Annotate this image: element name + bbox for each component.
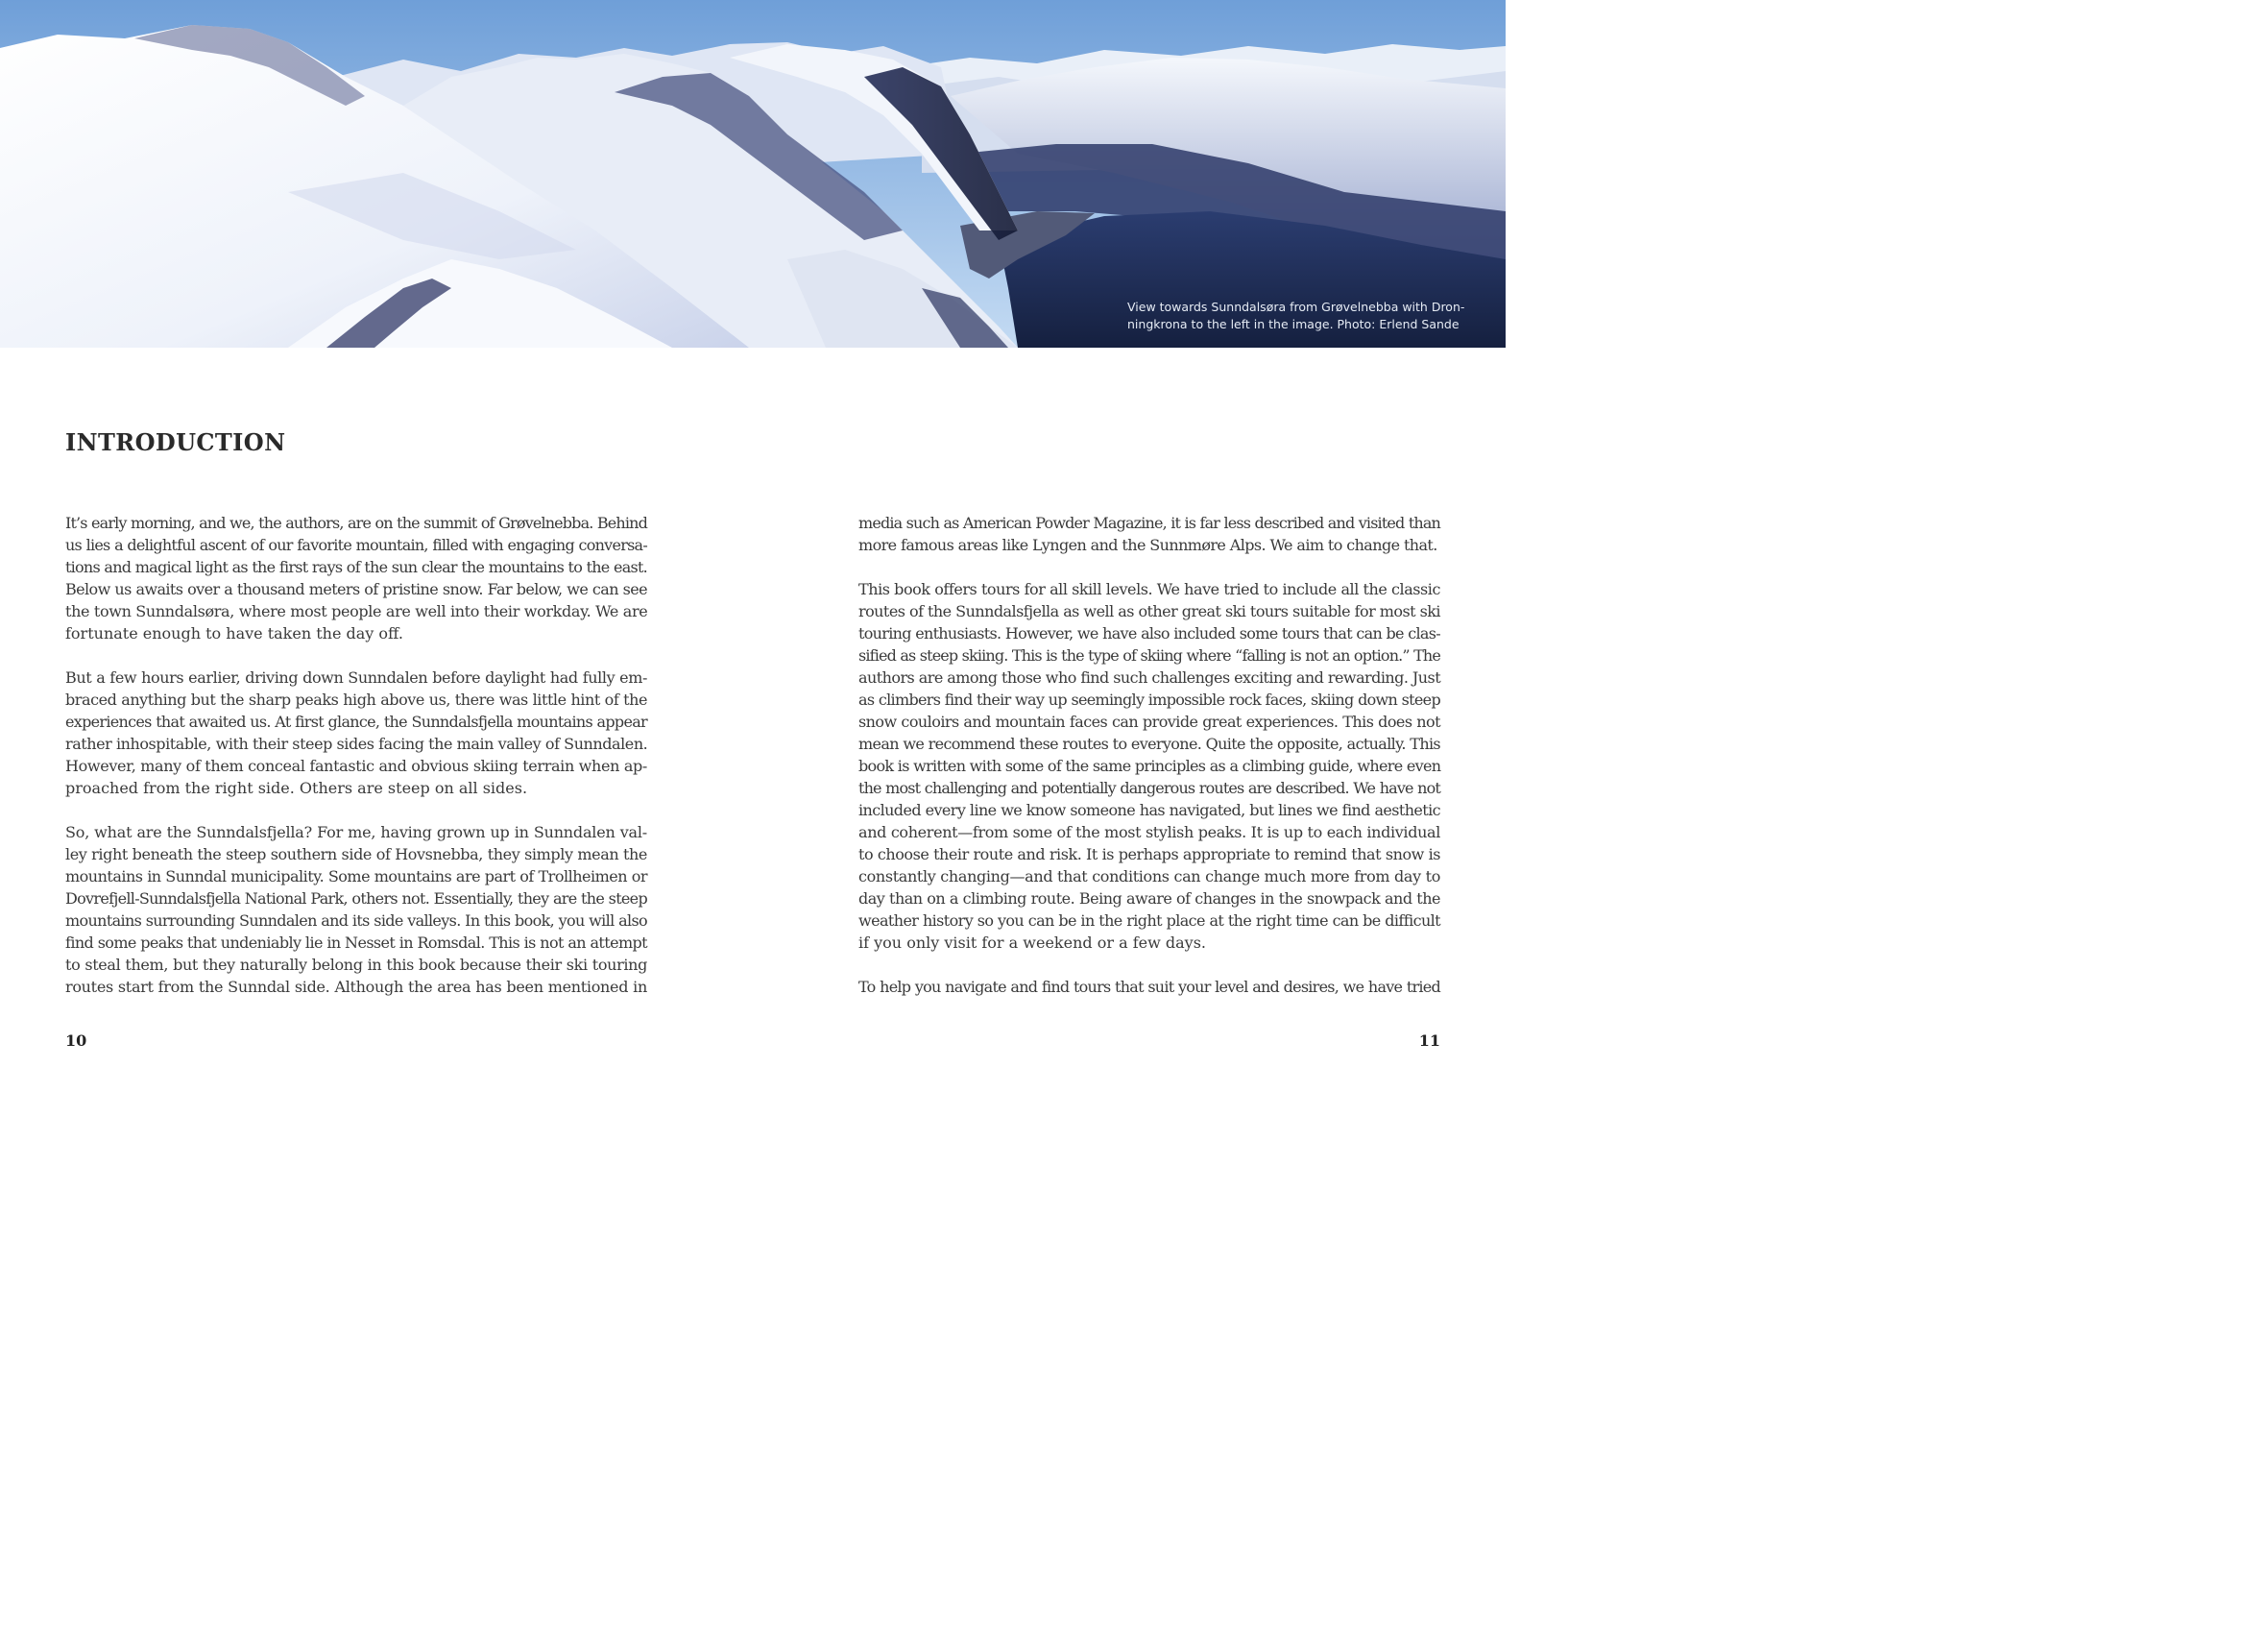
left-text-column	[65, 512, 647, 998]
text-line: mountains surrounding Sunndalen and its side valleys. In this book, you will also	[65, 911, 647, 930]
text-line: authors are among those who find such challenges exciting and rewarding. Just	[858, 668, 1441, 687]
text-line: This book offers tours for all skill levels. We have tried to include all the classic	[858, 580, 1440, 598]
text-line: constantly changing—and that conditions can change much more from day to	[858, 867, 1440, 885]
text-line: But a few hours earlier, driving down Sunndalen before daylight had fully em-	[65, 668, 647, 687]
body-paragraph	[65, 821, 647, 998]
text-line: Below us awaits over a thousand meters of pristine snow. Far below, we can see	[65, 580, 647, 598]
body-paragraph	[858, 512, 1440, 556]
body-paragraph	[858, 578, 1440, 954]
text-line: mountains in Sunndal municipality. Some mountains are part of Trollheimen or	[65, 867, 647, 885]
text-line: to choose their route and risk. It is perhaps appropriate to remind that snow is	[858, 845, 1440, 863]
text-line: find some peaks that undeniably lie in Nesset in Romsdal. This is not an attempt	[65, 934, 647, 952]
page-number-right: 11	[1418, 1031, 1440, 1050]
text-line: the most challenging and potentially dangerous routes are described. We have not	[858, 779, 1440, 797]
text-line: rather inhospitable, with their steep sides facing the main valley of Sunndalen.	[65, 735, 648, 753]
text-line: mean we recommend these routes to everyone. Quite the opposite, actually. This	[858, 735, 1440, 753]
text-line: It’s early morning, and we, the authors, are on the summit of Grøvelnebba. Behind	[65, 514, 647, 532]
text-line: routes start from the Sunndal side. Although the area has been mentioned in	[65, 978, 647, 996]
text-line: However, many of them conceal fantastic and obvious skiing terrain when ap-	[65, 757, 647, 775]
body-paragraph	[65, 667, 647, 799]
caption-line: View towards Sunndalsøra from Grøvelnebba with Dron-	[1127, 300, 1465, 314]
text-line: weather history so you can be in the right place at the right time can be difficult	[858, 911, 1440, 930]
text-line: media such as American Powder Magazine, it is far less described and visited than	[858, 514, 1440, 532]
text-line: fortunate enough to have taken the day off.	[65, 624, 403, 643]
text-line: to steal them, but they naturally belong in this book because their ski touring	[65, 956, 647, 974]
photo-caption	[1127, 299, 1465, 333]
text-line: braced anything but the sharp peaks high above us, there was little hint of the	[65, 691, 647, 709]
text-line: included every line we know someone has navigated, but lines we find aesthetic	[858, 801, 1440, 819]
text-line: book is written with some of the same principles as a climbing guide, where even	[858, 757, 1441, 775]
text-line: if you only visit for a weekend or a few days.	[858, 934, 1206, 952]
text-line: To help you navigate and find tours that suit your level and desires, we have tried	[858, 978, 1440, 996]
text-line: tions and magical light as the first rays of the sun clear the mountains to the east.	[65, 558, 647, 576]
text-line: ley right beneath the steep southern side of Hovsnebba, they simply mean the	[65, 845, 647, 863]
text-line: routes of the Sunndalsfjella as well as other great ski tours suitable for most ski	[858, 602, 1440, 620]
page-number-left: 10	[65, 1031, 87, 1050]
text-line: more famous areas like Lyngen and the Sunnmøre Alps. We aim to change that.	[858, 536, 1437, 554]
section-heading: INTRODUCTION	[65, 428, 286, 456]
text-line: experiences that awaited us. At first glance, the Sunndalsfjella mountains appear	[65, 713, 647, 731]
text-line: touring enthusiasts. However, we have also included some tours that can be clas-	[858, 624, 1440, 643]
text-line: So, what are the Sunndalsfjella? For me, having grown up in Sunndalen val-	[65, 823, 647, 841]
text-line: snow couloirs and mountain faces can provide great experiences. This does not	[858, 713, 1440, 731]
hero-photo	[0, 0, 1506, 348]
text-line: proached from the right side. Others are steep on all sides.	[65, 779, 528, 797]
mountain-landscape-image	[0, 0, 1506, 348]
text-line: and coherent—from some of the most stylish peaks. It is up to each individual	[858, 823, 1440, 841]
body-paragraph	[858, 976, 1440, 998]
text-line: day than on a climbing route. Being aware of changes in the snowpack and the	[858, 889, 1440, 908]
text-line: Dovrefjell-Sunndalsfjella National Park, others not. Essentially, they are the steep	[65, 889, 647, 908]
text-line: us lies a delightful ascent of our favorite mountain, filled with engaging conversa-	[65, 536, 647, 554]
caption-line: ningkrona to the left in the image. Photo: Erlend Sande	[1127, 317, 1460, 331]
text-line: the town Sunndalsøra, where most people are well into their workday. We are	[65, 602, 648, 620]
right-text-column	[858, 512, 1440, 998]
text-line: as climbers find their way up seemingly impossible rock faces, skiing down steep	[858, 691, 1440, 709]
body-paragraph	[65, 512, 647, 644]
text-line: sified as steep skiing. This is the type of skiing where “falling is not an option.” The	[858, 646, 1440, 665]
